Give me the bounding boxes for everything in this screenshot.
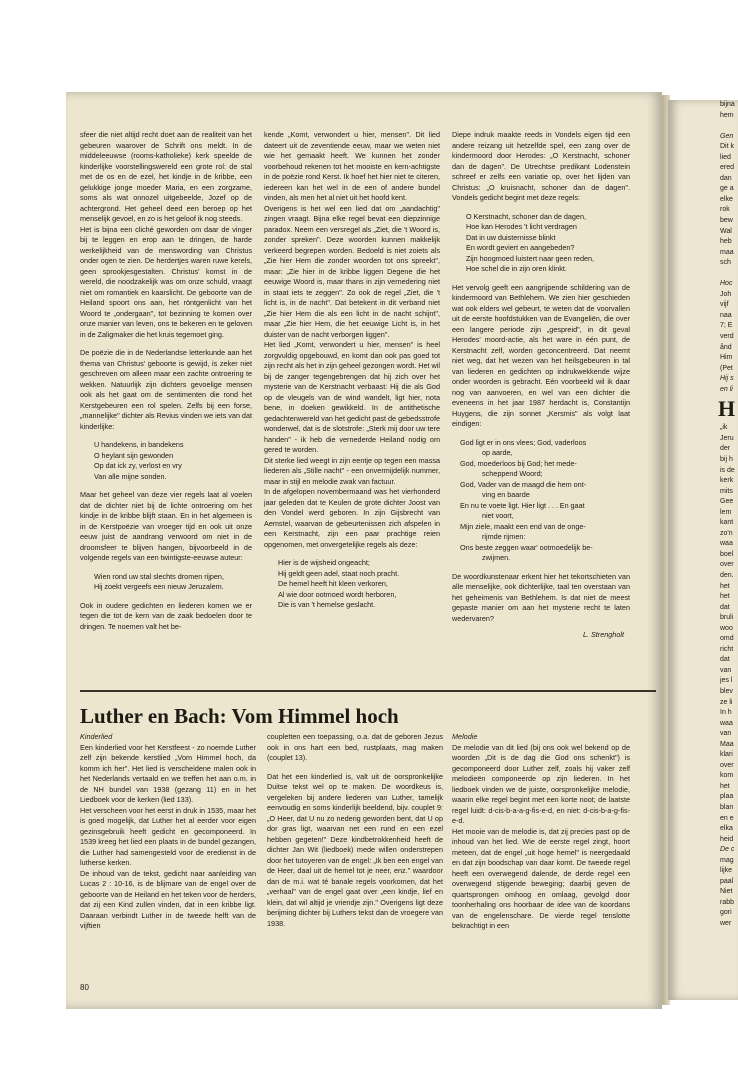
next-page-fragment: kerk bbox=[720, 477, 734, 485]
poem-huygens bbox=[460, 438, 630, 564]
poem-line: God ligt er in ons vlees; God, vaderloos bbox=[460, 437, 587, 447]
next-page-fragment: lijke bbox=[720, 867, 733, 875]
next-page-fragment: het bbox=[720, 593, 730, 601]
poem-line: Van alle mijne sonden. bbox=[94, 471, 167, 481]
paragraph: Diepe indruk maakte reeds in Vondels eigen tijd een andere reizang uit hetzelfde spel, een zang over de kindermoord door Herodes: „O Kerstnacht, schoner dan de dagen". De Utrechtse predikant Lodenstein schreef er zelfs een variatie op, over het lijden van Christus: „O kruisnacht, schoner dan de dagen". Vondels gedicht begint met deze regels: bbox=[452, 130, 630, 202]
next-page-fragment: waa bbox=[720, 540, 733, 548]
next-page-fragment: ze li bbox=[720, 698, 733, 706]
next-page-fragment bbox=[668, 121, 738, 132]
poem-modern bbox=[94, 572, 252, 593]
next-page-fragment: lied bbox=[720, 153, 731, 161]
next-page-fragment: van bbox=[720, 666, 732, 674]
next-page-fragment: dan bbox=[720, 174, 732, 182]
paragraph: sfeer die niet altijd recht doet aan de realiteit van het gebeuren waarover de Schrift ons meldt. In de middeleeuwse (rooms-katholieke) kerk speelde de kinderlijke voorstellingswereld een grote rol: de stal met de os en de ezel, het kindje in de kribbe, een gelukkige jonge moeder Maria, en een zorgzame, soms als wat onnozel uitgebeelde, Jozef op de achtergrond. Het geheel deed een beroep op het menselijk gevoel, en zo is het geloof ik nog steeds. bbox=[80, 130, 252, 223]
next-page-fragment: blev bbox=[720, 687, 733, 695]
next-page-fragment: mits bbox=[720, 487, 733, 495]
next-page-fragment: elke bbox=[720, 195, 733, 203]
paragraph: Dat het een kinderlied is, valt uit de oorspronkelijke Duitse tekst wel op te maken. De woordkeus is, vergeleken bij andere liederen van Luther, tamelijk eenvoudig en soms kinderlijk beeldend, bijv. couplet 9: „O Heer, dat U nu zo nederig geworden bent, dat U op dor gras ligt, waarvan net een rund en een ezel hebben gegeten!" Deze kindbetrokkenheid heeft de dichter Jan Wit (liedboek) mede willen onderstrepen door het tutoyeren van de engel: „Ik ben een engel van de Heer, daal uit de hemel tot je neer, enz." waardoor dan de m.i. wat té banale regels voorkomen, dat het „verhaal" van de engel gaat over „een kindje, lief en klein, dat wil altijd je vriendje zijn." Overigens ligt deze berijming dichter bij Luthers tekst dan de vroegere van 1938. bbox=[267, 771, 443, 928]
next-page-fragment: het bbox=[720, 582, 730, 590]
poem-line: God, moederloos bij God; het mede- bbox=[460, 458, 577, 468]
next-page-fragment: naa bbox=[720, 311, 732, 319]
paragraph: Het vervolg geeft een aangrijpende schildering van de kindermoord van Bethlehem. We zien hier geschieden wat ook elders wel gebeurt, te weten dat de voorvallen uit de eerste hoofdstukken van de Evangeliën, die over een langere periode zijn „gespreid", in dit geval Herodes' moord-actie, als het ware in één punt, de Kerstnacht zelf, worden geconcentreerd. Dat neemt niet weg, dat het wezen van het heilsgebeuren in tal van liederen en gedichten op indrukwekkende wijze onder woorden is gebracht. Eén voorbeeld wil ik daar nog van aanvoeren, en wel van een dichter die eveneens in het jaar 1987 herdacht is, Constantijn Huygens, die zijn sonnet „Kersmis" als volgt laat eindigen: bbox=[452, 282, 630, 428]
poem-line: Al wie door ootmoed wordt herboren, bbox=[278, 589, 397, 599]
next-page-fragment: over bbox=[720, 561, 734, 569]
poem-line: rijmde rijmen: bbox=[482, 532, 526, 541]
next-page-fragment: kom bbox=[720, 772, 734, 780]
next-page-fragment: Him bbox=[720, 354, 733, 362]
next-page-fragment: bij h bbox=[720, 455, 733, 463]
section-divider bbox=[80, 690, 656, 692]
poem-line: U handekens, in bandekens bbox=[94, 440, 184, 449]
next-page-fragment: Dit k bbox=[720, 143, 734, 151]
next-page-fragment: het bbox=[720, 782, 730, 790]
next-page-fragment: Hoc bbox=[720, 280, 733, 288]
poem-vondel bbox=[278, 558, 440, 611]
next-page-fragment: hem bbox=[720, 111, 734, 119]
next-page-fragment: gori bbox=[720, 909, 732, 917]
next-page-fragment: Wal bbox=[720, 227, 732, 235]
poem-line: Hij zoekt vergeefs een nieuw Jeruzalem. bbox=[94, 582, 224, 591]
poem-revius bbox=[94, 440, 252, 482]
next-page-fragment: bijna bbox=[720, 101, 735, 108]
next-page-fragment: rok bbox=[720, 206, 730, 214]
next-page-heading: H bbox=[718, 396, 736, 422]
next-page-fragment: paal bbox=[720, 877, 734, 885]
next-page-fragment: ånd bbox=[720, 343, 732, 351]
page-number: 80 bbox=[80, 983, 89, 992]
poem-line: O Kerstnacht, schoner dan de dagen, bbox=[466, 211, 587, 221]
next-page-fragment: bew bbox=[720, 217, 733, 225]
poem-line: Hoe kan Herodes 't licht verdragen bbox=[466, 222, 577, 231]
author-signature: L. Strengholt bbox=[582, 630, 624, 639]
next-page-fragment: 7; E bbox=[720, 322, 733, 330]
next-page-edge bbox=[668, 100, 738, 1000]
next-page-fragment: van bbox=[720, 730, 732, 738]
next-page-fragment: en e bbox=[720, 814, 734, 822]
next-page-fragment: klari bbox=[720, 751, 733, 759]
column-top-right bbox=[452, 130, 630, 641]
column-bottom-left bbox=[80, 732, 256, 932]
next-page-fragment: elka bbox=[720, 825, 733, 833]
poem-line: niet voort, bbox=[482, 511, 514, 520]
next-page-fragment: Gee bbox=[720, 498, 734, 506]
poem-line: En nu te voete ligt. Hier ligt . . . En gaat bbox=[460, 500, 585, 510]
paragraph: coupletten een toepassing, o.a. dat de geboren Jezus ook in ons hart een bed, rustplaats, mag maken (couplet 13). bbox=[267, 732, 443, 762]
poem-line: ving en baarde bbox=[482, 490, 530, 499]
poem-line: God, Vader van de maagd die hem ont- bbox=[460, 479, 587, 489]
poem-line: Wien rond uw stal slechts dromen rijpen, bbox=[94, 571, 224, 581]
column-bottom-middle bbox=[267, 732, 443, 929]
paragraph: In de afgelopen novembermaand was het vierhonderd jaar geleden dat te Keulen de grote dichter Joost van den Vondel werd geboren. In zijn Gijsbrecht van Aemstel, waarvan de gebeurtenissen zich afspelen in een Kerstnacht, zijn een paar prachtige reien opgenomen, met onvergetelijke regels als deze: bbox=[264, 487, 440, 549]
poem-line: Mijn ziele, maakt een end van de onge- bbox=[460, 521, 586, 531]
next-page-fragment: heid bbox=[720, 835, 734, 843]
next-page-fragment: Joh bbox=[720, 290, 732, 298]
poem-line: Dat in uw duisternisse blinkt bbox=[466, 232, 556, 242]
next-page-fragment: vijf bbox=[720, 301, 729, 309]
poem-line: scheppend Woord; bbox=[482, 469, 543, 478]
next-page-fragment: der bbox=[720, 445, 731, 453]
paragraph: De poëzie die in de Nederlandse letterkunde aan het thema van Christus' geboorte is gewijd, is zeker niet geschreven om alleen maar een zachte ontroering te wekken. Natuurlijk zijn dichters gevoelige mensen ook als het gaat om de sentimenten die rond het Kerstgebeuren een rol spelen. Zelfs bij een forse, „mannelijke" dichter als Revius vinden we iets van dat kinderlijke: bbox=[80, 348, 252, 431]
next-page-fragment: Maa bbox=[720, 740, 734, 748]
paragraph: Het is bijna een cliché geworden om daar de vinger bij te leggen en erop aan te dringen, de harde werkelijkheid van de menswording van Christus onder ogen te zien. De herdertjes waren ruwe kerels, geen sprookjesgestalten. Christus' komst in de wereld, die noodzakelijk was om onze schuld, vraagt niet om romantiek en kaarslicht. De geboorte van de Heiland spoort ons aan, het röntgenlicht van het Woord te „ondergaan", tot bezinning te komen over onze manier van leven, ons te bekeren en te geloven in de Zaligmaker die het kruis tegemoet ging. bbox=[80, 224, 252, 339]
next-page-fragment: rabb bbox=[720, 898, 735, 906]
poem-line: Hij geldt geen adel, staat noch pracht. bbox=[278, 568, 400, 578]
poem-line: Ons beste zeggen waar' ootmoedelijk be- bbox=[460, 542, 593, 552]
poem-line: op aarde, bbox=[482, 448, 513, 457]
paragraph: De inhoud van de tekst, gedicht naar aanleiding van Lucas 2 : 10-16, is de blijmare van de engel over de geboorte van de Heiland en het teken voor de herders, dat zij een Kind zullen vinden, dat in een kribbe ligt. Daaraan verbindt Luther in de tweede helft van de vijftien bbox=[80, 868, 256, 930]
next-page-fragment: In h bbox=[720, 709, 732, 717]
paragraph: De melodie van dit lied (bij ons ook wel bekend op de woorden „Dit is de dag die God ons schenkt") is gecomponeerd door Luther zelf, zoals hij vaker zelf melodieën componeerde op zijn liederen. In het liedboek vinden we de juiste, oorspronkelijke melodie, waarin elke regel begint met een korte noot; de laatste regel luidt: d-cis-b-a-a-g-fis-e-d, en niet: d-cis-b-a-g-fis-e-d. bbox=[452, 742, 630, 825]
next-page-fragment: den. bbox=[720, 571, 734, 579]
paragraph: Een kinderlied voor het Kerstfeest - zo noemde Luther zelf zijn bekende kerstlied „Vom Himmel hoch, da komm ich her". Het lied is verscheidene malen ook in het Nederlands vertaald en we treffen het aan o.m. in de NH bundel van 1938 (gezang 11) en in het Liedboek voor de kerken (lied 133). bbox=[80, 742, 256, 804]
poem-line: Op dat ick zy, verlost en vry bbox=[94, 461, 182, 470]
next-page-fragment: maa bbox=[720, 248, 734, 256]
paragraph: Het lied „Komt, verwondert u hier, mensen" is heel zorgvuldig opgebouwd, en komt dan ook pas goed tot zijn recht als het in zijn geheel gezongen wordt. Het wil bij de zanger tegengebrengen dat hij zich over het mysterie van de Kerstnacht verbaast: Hij die als God op de vleugels van de wind wandelt, ligt hier, nota bene, in doeken gewikkeld. In de antithetische gedachtenwereld van het gedicht past de gebedsstrofe wonderwel, dat is de slotstrofe: „Sterk mij door uw tere handen" - ik heb die vernederde Heiland nodig om gered te worden. bbox=[264, 340, 440, 454]
next-page-fragment: woo bbox=[720, 624, 733, 632]
poem-line: Hier is de wijsheid ongeacht; bbox=[278, 558, 370, 567]
next-page-fragment bbox=[668, 269, 738, 280]
next-page-fragment: waa bbox=[720, 719, 733, 727]
next-page-fragment: is de bbox=[720, 466, 735, 474]
next-page-fragment: mag bbox=[720, 856, 734, 864]
column-bottom-right bbox=[452, 732, 630, 932]
paragraph: Ook in oudere gedichten en liederen komen we er tegen die tot de kern van de zaak bedoelen door te dringen. Te noemen valt het be- bbox=[80, 600, 252, 631]
paragraph: Het verscheen voor het eerst in druk in 1535, maar het is goed mogelijk, dat Luther het al eerder voor eigen gezinsgebruik heeft gedicht en gecomponeerd. In 1539 kreeg het lied een plaats in de bundel gezangen, die Luther had samengesteld voor de eredienst in de lutherse kerken. bbox=[80, 805, 256, 867]
poem-kerstnacht bbox=[466, 212, 630, 275]
next-page-fragment: en li bbox=[720, 385, 733, 393]
next-page-fragment: De c bbox=[720, 846, 735, 854]
next-page-fragment: zo'n bbox=[720, 529, 733, 537]
paragraph: Dit sterke lied weegt in zijn eentje op tegen een massa liederen als „Stille nacht" - een onvermijdelijk nummer, maar in stijl en melodie zwak van factuur. bbox=[264, 455, 440, 486]
next-page-fragment: ge a bbox=[720, 185, 734, 193]
next-page-fragment: Gen bbox=[720, 132, 734, 140]
subheading: Melodie bbox=[452, 732, 478, 741]
next-page-fragment: Hij s bbox=[720, 375, 734, 383]
article-title: Luther en Bach: Vom Himmel hoch bbox=[80, 704, 399, 728]
poem-line: Zijn hoogmoed luistert naar geen reden, bbox=[466, 253, 595, 263]
next-page-fragment: dat bbox=[720, 603, 730, 611]
poem-line: zwijmen. bbox=[482, 553, 511, 562]
poem-line: O heylant sijn gewonden bbox=[94, 450, 174, 460]
poem-line: Die is van 't hemelse geslacht. bbox=[278, 600, 376, 609]
paragraph: Het mooie van de melodie is, dat zij precies past op de inhoud van het lied. Wie de eerste regel zingt, hoort meteen, dat de engel „uit hoge hemel" is neergedaald en dat zijn boodschap van daar komt. De tweede regel heeft een overwegend dalende, de derde regel een overwegend stijgende beweging; daarbij geven de quartsprongen omhoog en omlaag, gevolgd door toonherhaling ons hoorbaar de idee van de koordans van de engelenschare. De vierde regel tenslotte bekrachtigt in een bbox=[452, 826, 630, 930]
next-page-fragment: bruli bbox=[720, 614, 734, 622]
poem-line: Hoe schel die in zijn oren klinkt. bbox=[466, 264, 567, 273]
column-top-middle bbox=[264, 130, 440, 619]
next-page-fragment: blan bbox=[720, 804, 734, 811]
next-page-fragment: lem bbox=[720, 508, 732, 516]
subheading: Kinderlied bbox=[80, 732, 113, 741]
next-page-fragment: richt bbox=[720, 645, 734, 653]
paragraph: Maar het geheel van deze vier regels laat al voelen dat de dichter niet bij de lichte ontroering om het kindje in de kribbe blijft staan. En in het algemeen is in de Kerstpoëzie van vroeger tijd en ook uit onze eeuw juist de aandrang verwoord om niet in de droomsfeer te blijven hangen, bijvoorbeeld in de volgende regels van een twintigste-eeuwse auteur: bbox=[80, 490, 252, 562]
paragraph: De woordkunstenaar erkent hier het tekortschieten van alle menselijke, ook dichterlijke, taal ten overstaan van het geheimenis van Bethlehem. Is dat niet de meest gepaste manier om aan het mysterie recht te laten wedervaren? bbox=[452, 571, 630, 623]
next-page-fragment: omd bbox=[720, 635, 734, 643]
next-page-fragment: over bbox=[720, 761, 734, 769]
next-page-fragment: „ik bbox=[720, 424, 728, 432]
next-page-fragment: dat bbox=[720, 656, 730, 664]
next-page-fragment: verd bbox=[720, 333, 734, 341]
poem-line: En wordt geviert en aangebeden? bbox=[466, 243, 575, 252]
next-page-fragment: plaa bbox=[720, 793, 734, 801]
next-page-fragment: wer bbox=[720, 920, 732, 928]
next-page-fragment: Niet bbox=[720, 888, 733, 896]
next-page-fragment: ered bbox=[720, 164, 735, 172]
column-top-left bbox=[80, 130, 252, 632]
paragraph: Overigens is het wel een lied dat om „aandachtig" zingen vraagt. Bijna elke regel bevat een diepzinnige paradox. Neem een versregel als „Ziet, die 't Woord is, zonder spreken". Deze woorden kunnen makkelijk verkeerd begrepen worden. Bedoeld is niet zoiets als „Zie hier Hem die zonder woorden tot ons spreekt", maar: „Zie hier in de kribbe liggen Degene die het eeuwige Woord is, maar thans in zijn vernedering niet in staat iets te zeggen". Zo ook de regel „Ziet, die 't licht is, in de nacht". Dat betekent in dit verband niet „Zie hier Hem die als een licht in de nacht schijnt", maar „Zie hier Hem, die het eeuwige Licht is, in het duister van de nacht verborgen liggen". bbox=[264, 203, 440, 339]
next-page-fragment: Jeru bbox=[720, 434, 734, 442]
next-page-fragment: sch bbox=[720, 259, 731, 267]
paragraph: kende „Komt, verwondert u hier, mensen". Dit lied dateert uit de zeventiende eeuw, maar we weten niet wie het gemaakt heeft. We kunnen het zonder voorbehoud rekenen tot het mooiste en kern-achtigste in de poëzie rond Kerst. Ik hoef het hier niet te citeren, iedereen kan het wel in de een of andere bundel vinden, als men het al niet uit het hoofd kent. bbox=[264, 130, 440, 202]
next-page-fragment: (Pet bbox=[720, 364, 733, 372]
next-page-fragment: heb bbox=[720, 238, 732, 246]
next-page-fragment: jes l bbox=[720, 677, 733, 685]
next-page-fragment: boel bbox=[720, 550, 734, 558]
poem-line: De hemel heeft hit kleen verkoren, bbox=[278, 579, 388, 588]
next-page-fragment: kant bbox=[720, 519, 734, 527]
